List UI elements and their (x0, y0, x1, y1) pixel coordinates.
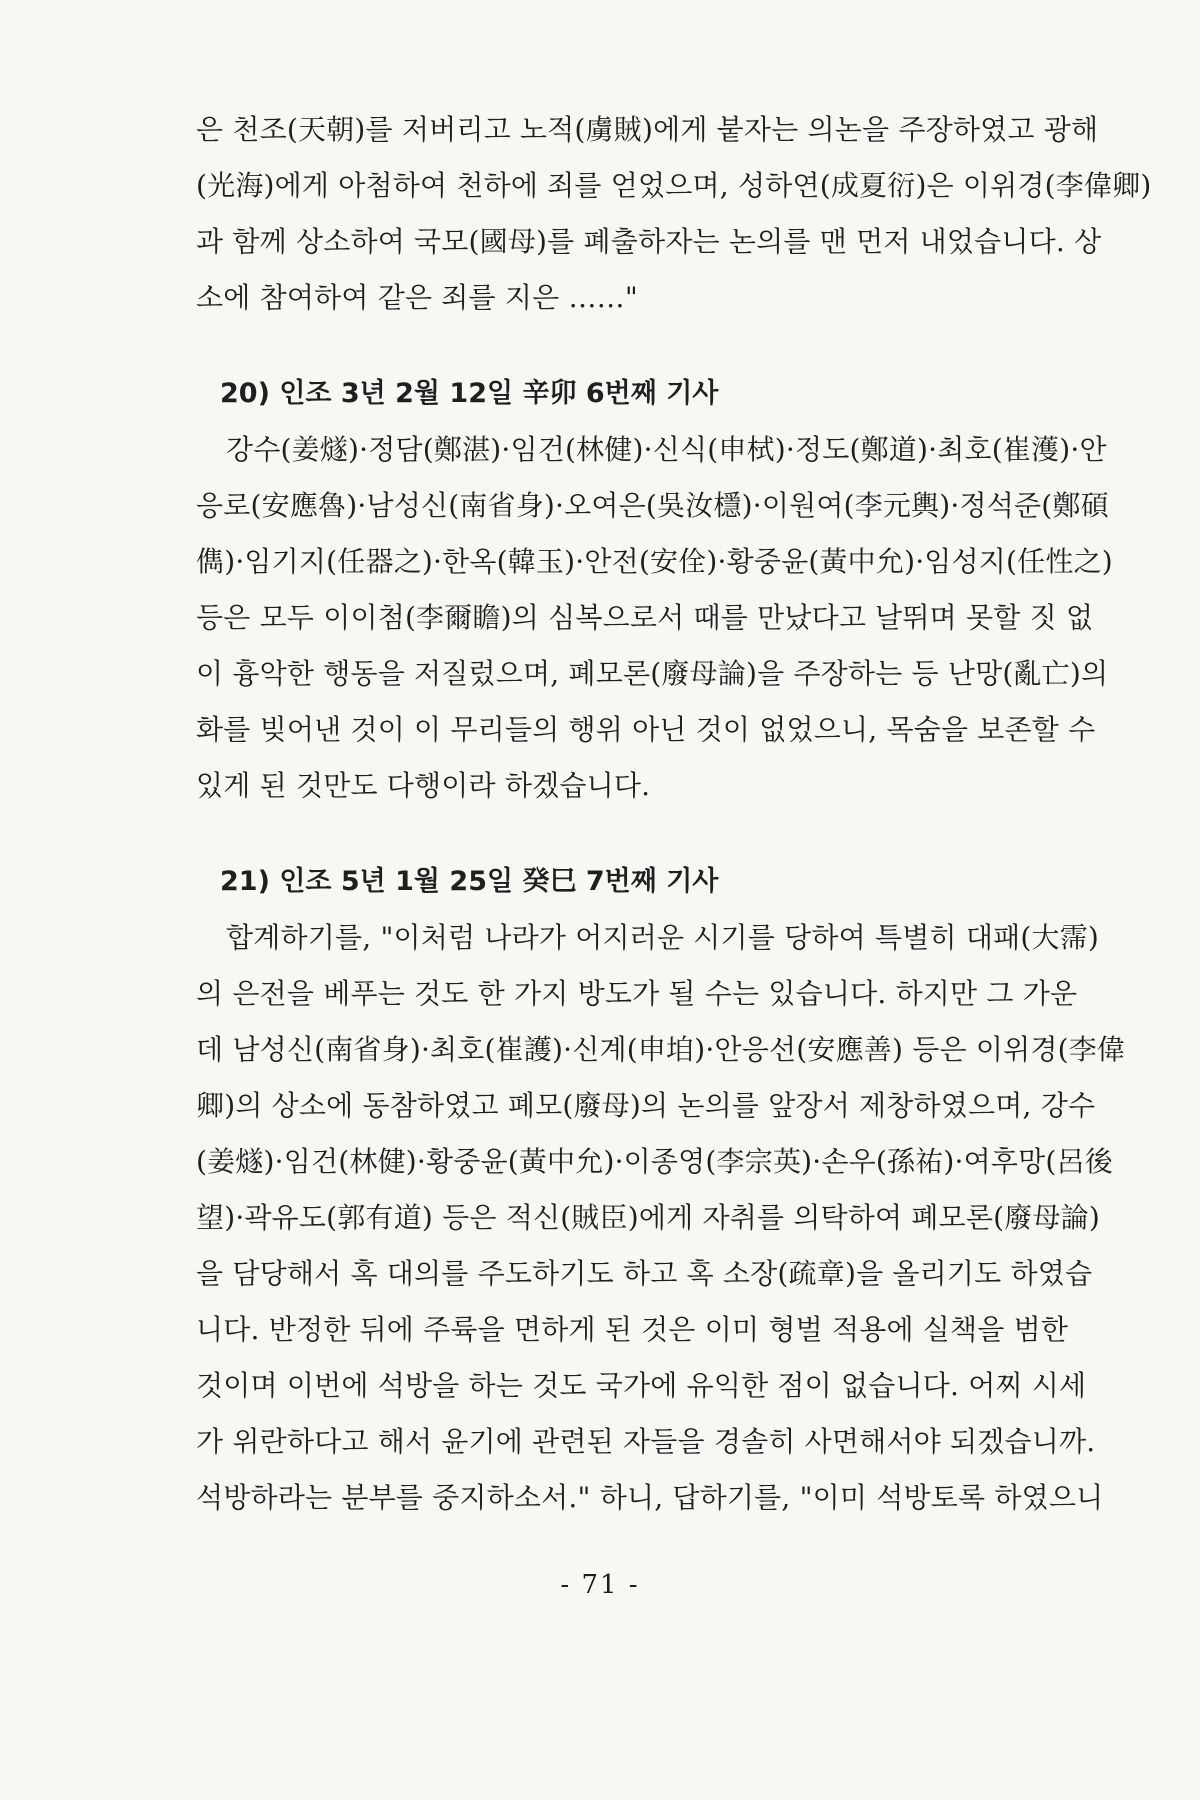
section-gap (196, 326, 1011, 366)
text-line: 이 흉악한 행동을 저질렀으며, 폐모론(廢母論)을 주장하는 등 난망(亂亡)의 (196, 657, 1109, 690)
section-20 (196, 366, 1113, 814)
text-line: 과 함께 상소하여 국모(國母)를 폐출하자는 논의를 맨 먼저 내었습니다. 상 (196, 225, 1102, 258)
text-line: 은 천조(天朝)를 저버리고 노적(虜賊)에게 붙자는 의논을 주장하였고 광해 (196, 113, 1099, 146)
text-line: 의 은전을 베푸는 것도 한 가지 방도가 될 수는 있습니다. 하지만 그 가운 (196, 977, 1078, 1010)
text-line: 등은 모두 이이첨(李爾瞻)의 심복으로서 때를 만났다고 날뛰며 못할 짓 없 (196, 601, 1094, 634)
text-line: 소에 참여하여 같은 죄를 지은 ……" (196, 281, 638, 314)
text-line: 을 담당해서 혹 대의를 주도하기도 하고 혹 소장(疏章)을 올리기도 하였습 (196, 1257, 1093, 1290)
section-heading: 21) 인조 5년 1월 25일 癸巳 7번째 기사 (220, 866, 719, 897)
continuation-paragraph (196, 102, 1152, 326)
section-heading: 20) 인조 3년 2월 12일 辛卯 6번째 기사 (220, 378, 719, 409)
text-line: 석방하라는 분부를 중지하소서." 하니, 답하기를, "이미 석방토록 하였으니 (196, 1481, 1104, 1514)
text-line: 응로(安應魯)·남성신(南省身)·오여은(吳汝檼)·이원여(李元輿)·정석준(鄭碩 (196, 489, 1109, 522)
text-line: (姜燧)·임건(林健)·황중윤(黃中允)·이종영(李宗英)·손우(孫祐)·여후망(呂後 (196, 1145, 1113, 1178)
section-21 (196, 854, 1126, 1526)
text-line: 가 위란하다고 해서 윤기에 관련된 자들을 경솔히 사면해서야 되겠습니까. (196, 1425, 1096, 1458)
text-line: (光海)에게 아첨하여 천하에 죄를 얻었으며, 성하연(成夏衍)은 이위경(李偉卿) (196, 169, 1152, 202)
text-line: 니다. 반정한 뒤에 주륙을 면하게 된 것은 이미 형벌 적용에 실책을 범한 (196, 1313, 1069, 1346)
text-line: 화를 빚어낸 것이 이 무리들의 행위 아닌 것이 없었으니, 목숨을 보존할 수 (196, 713, 1096, 746)
text-line: 儁)·임기지(任器之)·한옥(韓玉)·안전(安佺)·황중윤(黃中允)·임성지(任性之) (196, 545, 1113, 578)
text-line: 강수(姜燧)·정담(鄭湛)·임건(林健)·신식(申栻)·정도(鄭道)·최호(崔濩)·안 (226, 433, 1107, 466)
text-line: 卿)의 상소에 동참하였고 폐모(廢母)의 논의를 앞장서 제창하였으며, 강수 (196, 1089, 1096, 1122)
text-line: 합계하기를, "이처럼 나라가 어지러운 시기를 당하여 특별히 대패(大霈) (226, 921, 1099, 954)
text-line: 望)·곽유도(郭有道) 등은 적신(賊臣)에게 자취를 의탁하여 폐모론(廢母論) (196, 1201, 1100, 1234)
text-line: 있게 된 것만도 다행이라 하겠습니다. (196, 769, 651, 802)
document-body (196, 102, 1152, 1526)
text-line: 것이며 이번에 석방을 하는 것도 국가에 유익한 점이 없습니다. 어찌 시세 (196, 1369, 1087, 1402)
page-number: - 71 - (560, 1570, 640, 1600)
section-gap (196, 814, 1011, 854)
text-line: 데 남성신(南省身)·최호(崔護)·신계(申垍)·안응선(安應善) 등은 이위경(李偉 (196, 1033, 1126, 1066)
